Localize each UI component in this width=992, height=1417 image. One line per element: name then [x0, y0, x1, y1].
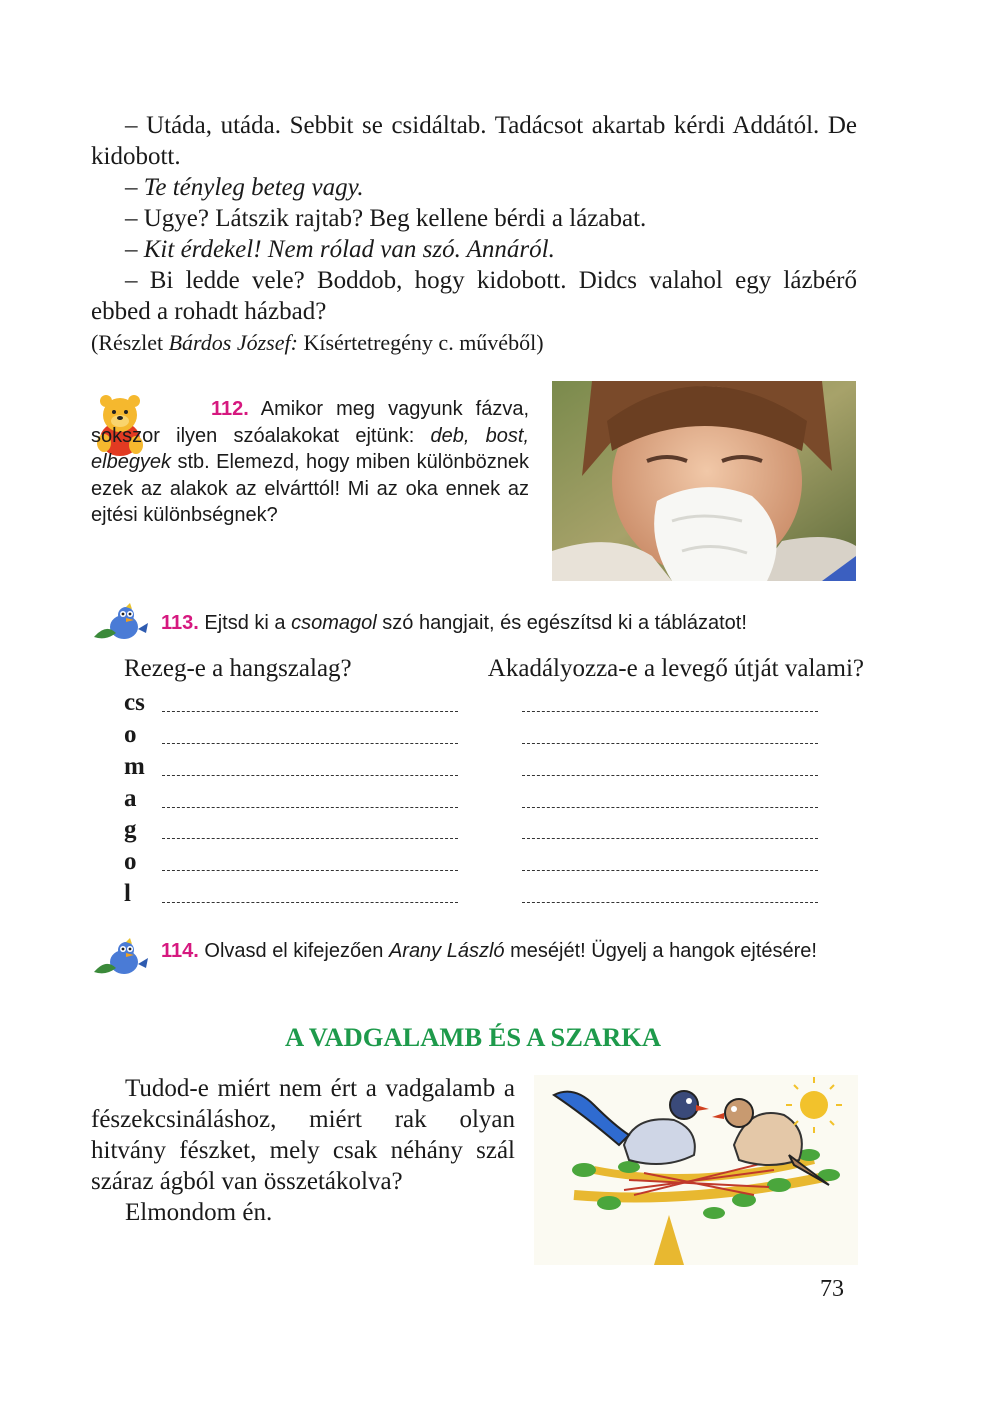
sound-letter: m: [124, 753, 145, 780]
answer-blank[interactable]: [162, 743, 458, 744]
answer-blank[interactable]: [522, 743, 818, 744]
answer-blank[interactable]: [162, 838, 458, 839]
dialogue-excerpt: [91, 110, 857, 358]
story-text: [91, 1073, 515, 1228]
exercise-text: 114. Olvasd el kifejezően Arany László meséjét! Ügyelj a hangok ejtésére!: [161, 940, 817, 962]
column-header: Rezeg-e a hangszalag?: [124, 655, 352, 682]
sound-letter: l: [124, 880, 131, 907]
exercise-114: [161, 938, 857, 965]
table-row: [124, 753, 824, 785]
answer-blank[interactable]: [162, 902, 458, 903]
page-number: 73: [820, 1276, 844, 1302]
story-title: A VADGALAMB ÉS A SZARKA: [284, 1022, 661, 1052]
answer-blank[interactable]: [522, 807, 818, 808]
citation-author: Bárdos József:: [168, 330, 298, 355]
person-blowing-nose-photo: [552, 381, 856, 581]
bird-icon: [92, 603, 150, 643]
answer-blank[interactable]: [522, 902, 818, 903]
answer-blank[interactable]: [162, 711, 458, 712]
exercise-text: 112. Amikor meg vagyunk fázva, sokszor ilyen szóalakokat ejtünk: deb, bost, elbegyek stb. Elemezd, hogy miben különböznek ezek az alakok az elvárttól! Mi az oka ennek az ejtési különbségnek?: [91, 398, 529, 526]
answer-blank[interactable]: [522, 775, 818, 776]
dialogue-line: – Ugye? Látszik rajtab? Beg kellene bérdi a lázabat.: [125, 205, 647, 232]
citation: (Részlet Bárdos József: Kísértetregény c. művéből): [91, 330, 544, 355]
bird-icon: [92, 938, 150, 978]
dialogue-line: – Utáda, utáda. Sebbit se csidáltab. Tadácsot akartab kérdi Addától. De kidobott.: [91, 112, 857, 170]
dialogue-line: – Kit érdekel! Nem rólad van szó. Annáról.: [125, 236, 555, 263]
birds-on-nest-drawing: [534, 1075, 858, 1265]
table-row: [124, 785, 824, 817]
exercise-number: 112.: [211, 398, 249, 420]
exercise-text: 113. Ejtsd ki a csomagol szó hangjait, és egészítsd ki a táblázatot!: [161, 612, 747, 634]
sound-letter: cs: [124, 689, 145, 716]
sound-letter: o: [124, 848, 137, 875]
exercise-word: csomagol: [291, 612, 377, 634]
exercise-113: [161, 610, 861, 637]
story-paragraph: Tudod-e miért nem ért a vadgalamb a fészekcsináláshoz, miért rak olyan hitvány fészket, mely csak néhány szál száraz ágból van összetákolva?: [91, 1075, 515, 1195]
dialogue-line: – Bi ledde vele? Boddob, hogy kidobott. Didcs valahol egy lázbérő ebbed a rohadt házbad?: [91, 267, 857, 325]
column-header: Akadályozza-e a levegő útját valami?: [487, 655, 864, 682]
sound-letter: a: [124, 785, 137, 812]
table-header: [124, 655, 864, 683]
answer-blank[interactable]: [522, 838, 818, 839]
table-row: [124, 721, 824, 753]
table-row: [124, 848, 824, 880]
author-name: Arany László: [388, 940, 505, 962]
sound-letter: g: [124, 816, 137, 843]
answer-blank[interactable]: [162, 775, 458, 776]
answer-blank[interactable]: [522, 711, 818, 712]
story-paragraph: Elmondom én.: [125, 1199, 273, 1226]
sound-letter: o: [124, 721, 137, 748]
example-words: deb, bost, elbegyek: [91, 424, 529, 473]
answer-blank[interactable]: [162, 870, 458, 871]
answer-blank[interactable]: [522, 870, 818, 871]
table-row: [124, 816, 824, 848]
exercise-number: 113.: [161, 612, 199, 634]
exercise-112: [91, 396, 529, 529]
answer-blank[interactable]: [162, 807, 458, 808]
exercise-number: 114.: [161, 940, 199, 962]
table-row: [124, 689, 824, 721]
table-row: [124, 880, 824, 912]
dialogue-line: – Te tényleg beteg vagy.: [125, 174, 364, 201]
